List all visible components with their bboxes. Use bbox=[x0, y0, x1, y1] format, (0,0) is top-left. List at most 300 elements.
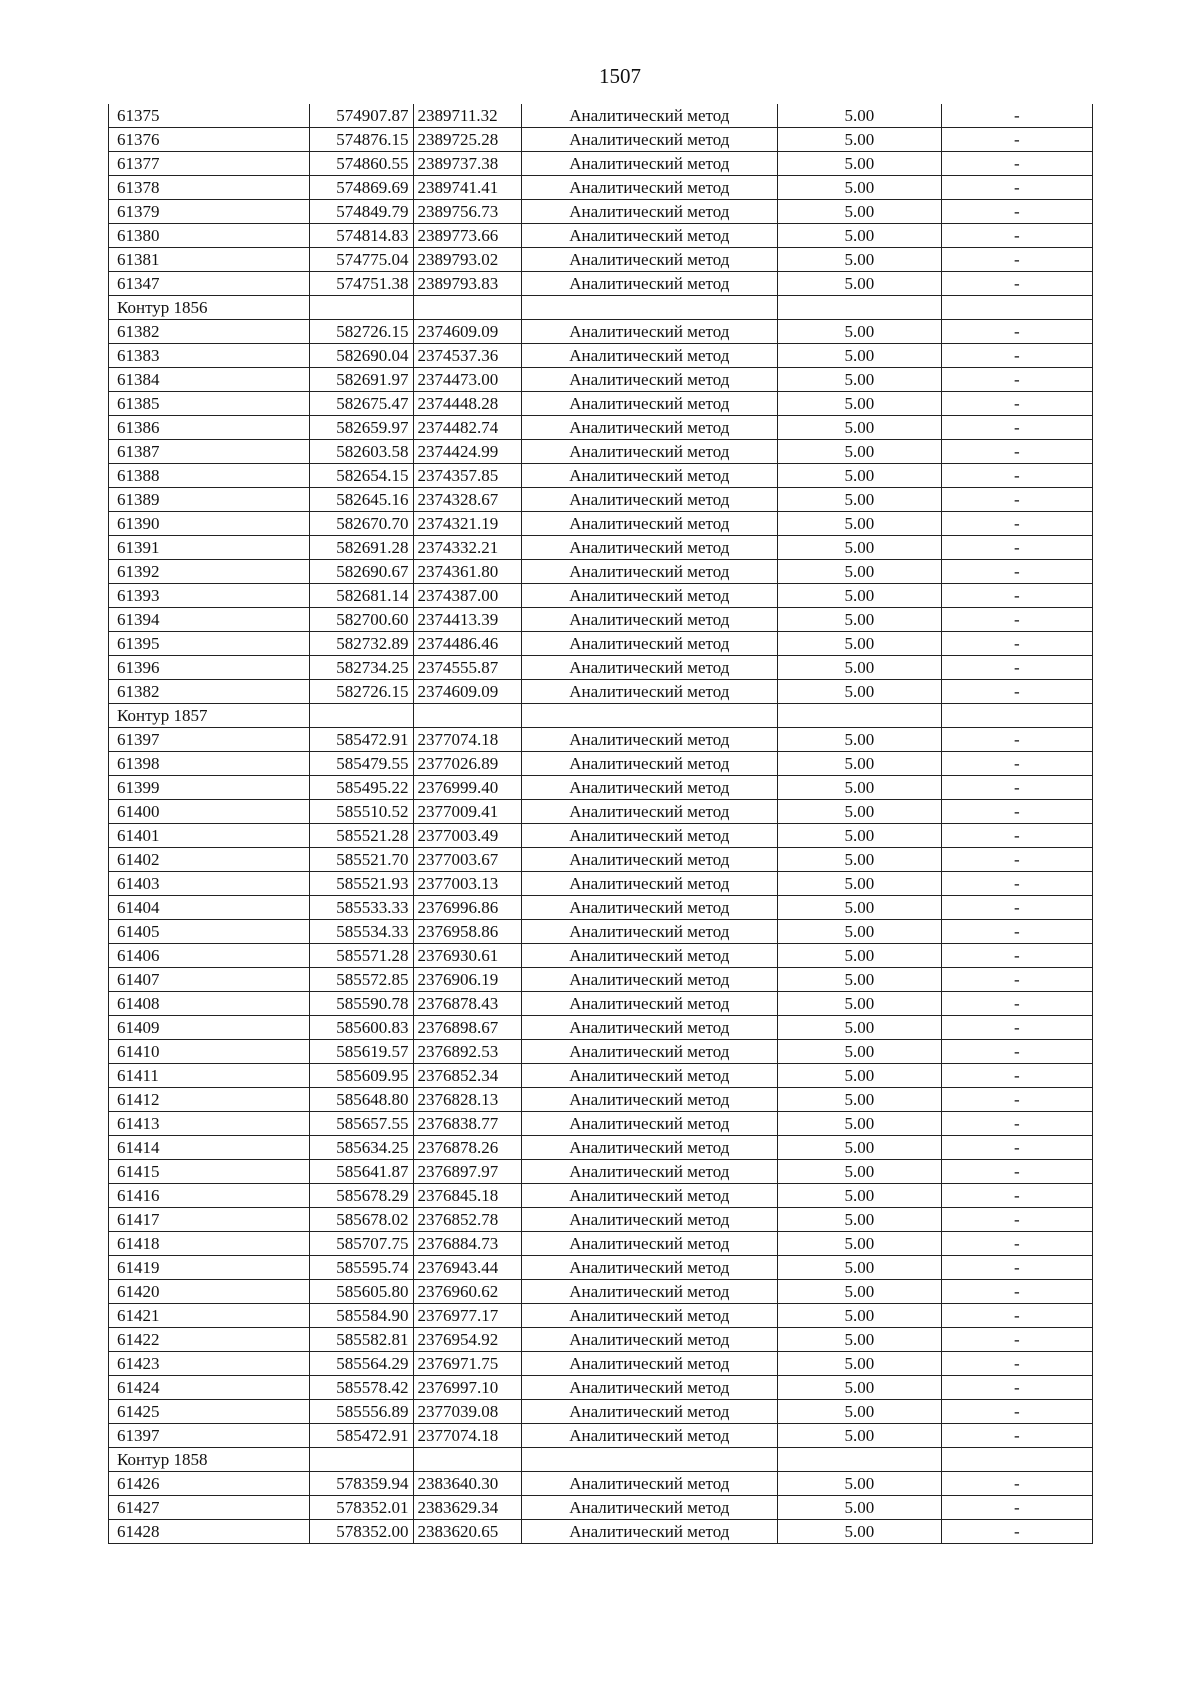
x-coordinate-cell: 585564.29 bbox=[309, 1352, 413, 1376]
x-coordinate-cell: 585648.80 bbox=[309, 1088, 413, 1112]
table-row bbox=[109, 1040, 1093, 1064]
method-cell: Аналитический метод bbox=[521, 1280, 777, 1304]
x-coordinate-cell: 585572.85 bbox=[309, 968, 413, 992]
method-cell: Аналитический метод bbox=[521, 104, 777, 128]
point-id-cell: 61399 bbox=[109, 776, 310, 800]
y-coordinate-cell: 2376906.19 bbox=[413, 968, 521, 992]
method-cell: Аналитический метод bbox=[521, 968, 777, 992]
point-id-cell: 61406 bbox=[109, 944, 310, 968]
x-coordinate-cell: 585521.93 bbox=[309, 872, 413, 896]
point-id-cell: 61382 bbox=[109, 680, 310, 704]
table-row bbox=[109, 1064, 1093, 1088]
page-number: 1507 bbox=[599, 64, 641, 88]
y-coordinate-cell: 2376884.73 bbox=[413, 1232, 521, 1256]
x-coordinate-cell: 585534.33 bbox=[309, 920, 413, 944]
table-row bbox=[109, 872, 1093, 896]
y-coordinate-cell: 2376999.40 bbox=[413, 776, 521, 800]
method-cell: Аналитический метод bbox=[521, 1112, 777, 1136]
value-cell: 5.00 bbox=[777, 104, 941, 128]
dash-cell: - bbox=[941, 416, 1092, 440]
value-cell: 5.00 bbox=[777, 776, 941, 800]
y-coordinate-cell: 2374357.85 bbox=[413, 464, 521, 488]
y-coordinate-cell: 2376971.75 bbox=[413, 1352, 521, 1376]
x-coordinate-cell: 585556.89 bbox=[309, 1400, 413, 1424]
point-id-cell: 61395 bbox=[109, 632, 310, 656]
x-coordinate-cell: 585578.42 bbox=[309, 1376, 413, 1400]
y-coordinate-cell: 2374332.21 bbox=[413, 536, 521, 560]
table-row bbox=[109, 512, 1093, 536]
table-row bbox=[109, 488, 1093, 512]
x-coordinate-cell: 585584.90 bbox=[309, 1304, 413, 1328]
x-coordinate-cell: 582726.15 bbox=[309, 320, 413, 344]
y-coordinate-cell: 2383640.30 bbox=[413, 1472, 521, 1496]
value-cell: 5.00 bbox=[777, 1184, 941, 1208]
x-coordinate-cell: 582691.97 bbox=[309, 368, 413, 392]
empty-cell bbox=[309, 296, 413, 320]
point-id-cell: 61416 bbox=[109, 1184, 310, 1208]
y-coordinate-cell: 2389741.41 bbox=[413, 176, 521, 200]
table-row bbox=[109, 584, 1093, 608]
x-coordinate-cell: 582700.60 bbox=[309, 608, 413, 632]
value-cell: 5.00 bbox=[777, 128, 941, 152]
value-cell: 5.00 bbox=[777, 920, 941, 944]
value-cell: 5.00 bbox=[777, 464, 941, 488]
value-cell: 5.00 bbox=[777, 176, 941, 200]
table-row bbox=[109, 896, 1093, 920]
table-row bbox=[109, 1400, 1093, 1424]
table-row bbox=[109, 776, 1093, 800]
x-coordinate-cell: 582690.04 bbox=[309, 344, 413, 368]
value-cell: 5.00 bbox=[777, 272, 941, 296]
value-cell: 5.00 bbox=[777, 1136, 941, 1160]
table-row bbox=[109, 1328, 1093, 1352]
value-cell: 5.00 bbox=[777, 632, 941, 656]
value-cell: 5.00 bbox=[777, 1208, 941, 1232]
table-row bbox=[109, 1208, 1093, 1232]
method-cell: Аналитический метод bbox=[521, 776, 777, 800]
y-coordinate-cell: 2376878.43 bbox=[413, 992, 521, 1016]
x-coordinate-cell: 574907.87 bbox=[309, 104, 413, 128]
table-row bbox=[109, 440, 1093, 464]
point-id-cell: 61422 bbox=[109, 1328, 310, 1352]
y-coordinate-cell: 2376852.78 bbox=[413, 1208, 521, 1232]
method-cell: Аналитический метод bbox=[521, 536, 777, 560]
point-id-cell: 61377 bbox=[109, 152, 310, 176]
x-coordinate-cell: 578352.00 bbox=[309, 1520, 413, 1544]
dash-cell: - bbox=[941, 1016, 1092, 1040]
x-coordinate-cell: 585600.83 bbox=[309, 1016, 413, 1040]
x-coordinate-cell: 582659.97 bbox=[309, 416, 413, 440]
method-cell: Аналитический метод bbox=[521, 1304, 777, 1328]
table-row bbox=[109, 128, 1093, 152]
point-id-cell: 61384 bbox=[109, 368, 310, 392]
y-coordinate-cell: 2389793.02 bbox=[413, 248, 521, 272]
point-id-cell: 61391 bbox=[109, 536, 310, 560]
y-coordinate-cell: 2374424.99 bbox=[413, 440, 521, 464]
x-coordinate-cell: 585472.91 bbox=[309, 1424, 413, 1448]
y-coordinate-cell: 2389725.28 bbox=[413, 128, 521, 152]
point-id-cell: 61412 bbox=[109, 1088, 310, 1112]
dash-cell: - bbox=[941, 440, 1092, 464]
point-id-cell: 61375 bbox=[109, 104, 310, 128]
value-cell: 5.00 bbox=[777, 512, 941, 536]
value-cell: 5.00 bbox=[777, 872, 941, 896]
coordinates-table bbox=[108, 104, 1093, 1544]
point-id-cell: 61427 bbox=[109, 1496, 310, 1520]
y-coordinate-cell: 2377039.08 bbox=[413, 1400, 521, 1424]
y-coordinate-cell: 2383620.65 bbox=[413, 1520, 521, 1544]
table-row bbox=[109, 1016, 1093, 1040]
dash-cell: - bbox=[941, 248, 1092, 272]
x-coordinate-cell: 585641.87 bbox=[309, 1160, 413, 1184]
method-cell: Аналитический метод bbox=[521, 848, 777, 872]
empty-cell bbox=[941, 296, 1092, 320]
point-id-cell: 61397 bbox=[109, 1424, 310, 1448]
y-coordinate-cell: 2376897.97 bbox=[413, 1160, 521, 1184]
x-coordinate-cell: 585472.91 bbox=[309, 728, 413, 752]
method-cell: Аналитический метод bbox=[521, 1208, 777, 1232]
point-id-cell: 61402 bbox=[109, 848, 310, 872]
x-coordinate-cell: 582670.70 bbox=[309, 512, 413, 536]
dash-cell: - bbox=[941, 1040, 1092, 1064]
method-cell: Аналитический метод bbox=[521, 920, 777, 944]
empty-cell bbox=[521, 296, 777, 320]
y-coordinate-cell: 2377026.89 bbox=[413, 752, 521, 776]
dash-cell: - bbox=[941, 1520, 1092, 1544]
value-cell: 5.00 bbox=[777, 1040, 941, 1064]
point-id-cell: 61426 bbox=[109, 1472, 310, 1496]
table-row bbox=[109, 536, 1093, 560]
value-cell: 5.00 bbox=[777, 896, 941, 920]
dash-cell: - bbox=[941, 1280, 1092, 1304]
method-cell: Аналитический метод bbox=[521, 824, 777, 848]
y-coordinate-cell: 2374361.80 bbox=[413, 560, 521, 584]
method-cell: Аналитический метод bbox=[521, 344, 777, 368]
method-cell: Аналитический метод bbox=[521, 488, 777, 512]
table-row bbox=[109, 1496, 1093, 1520]
x-coordinate-cell: 574775.04 bbox=[309, 248, 413, 272]
dash-cell: - bbox=[941, 728, 1092, 752]
table-row bbox=[109, 464, 1093, 488]
coordinates-table-body bbox=[109, 104, 1093, 1544]
table-row bbox=[109, 1424, 1093, 1448]
table-row bbox=[109, 560, 1093, 584]
x-coordinate-cell: 574869.69 bbox=[309, 176, 413, 200]
value-cell: 5.00 bbox=[777, 1112, 941, 1136]
x-coordinate-cell: 582691.28 bbox=[309, 536, 413, 560]
value-cell: 5.00 bbox=[777, 1520, 941, 1544]
y-coordinate-cell: 2376943.44 bbox=[413, 1256, 521, 1280]
point-id-cell: 61421 bbox=[109, 1304, 310, 1328]
method-cell: Аналитический метод bbox=[521, 152, 777, 176]
dash-cell: - bbox=[941, 992, 1092, 1016]
method-cell: Аналитический метод bbox=[521, 1184, 777, 1208]
dash-cell: - bbox=[941, 1256, 1092, 1280]
empty-cell bbox=[777, 704, 941, 728]
value-cell: 5.00 bbox=[777, 824, 941, 848]
dash-cell: - bbox=[941, 1064, 1092, 1088]
y-coordinate-cell: 2374328.67 bbox=[413, 488, 521, 512]
value-cell: 5.00 bbox=[777, 1400, 941, 1424]
value-cell: 5.00 bbox=[777, 608, 941, 632]
value-cell: 5.00 bbox=[777, 728, 941, 752]
x-coordinate-cell: 582732.89 bbox=[309, 632, 413, 656]
point-id-cell: 61415 bbox=[109, 1160, 310, 1184]
value-cell: 5.00 bbox=[777, 848, 941, 872]
y-coordinate-cell: 2376958.86 bbox=[413, 920, 521, 944]
y-coordinate-cell: 2374321.19 bbox=[413, 512, 521, 536]
dash-cell: - bbox=[941, 464, 1092, 488]
table-row bbox=[109, 800, 1093, 824]
table-row bbox=[109, 1232, 1093, 1256]
point-id-cell: 61379 bbox=[109, 200, 310, 224]
value-cell: 5.00 bbox=[777, 344, 941, 368]
contour-label: Контур 1858 bbox=[109, 1448, 310, 1472]
dash-cell: - bbox=[941, 224, 1092, 248]
point-id-cell: 61386 bbox=[109, 416, 310, 440]
value-cell: 5.00 bbox=[777, 560, 941, 584]
x-coordinate-cell: 585634.25 bbox=[309, 1136, 413, 1160]
dash-cell: - bbox=[941, 608, 1092, 632]
method-cell: Аналитический метод bbox=[521, 1472, 777, 1496]
point-id-cell: 61404 bbox=[109, 896, 310, 920]
value-cell: 5.00 bbox=[777, 1328, 941, 1352]
value-cell: 5.00 bbox=[777, 968, 941, 992]
y-coordinate-cell: 2376852.34 bbox=[413, 1064, 521, 1088]
x-coordinate-cell: 585707.75 bbox=[309, 1232, 413, 1256]
x-coordinate-cell: 574814.83 bbox=[309, 224, 413, 248]
dash-cell: - bbox=[941, 176, 1092, 200]
value-cell: 5.00 bbox=[777, 752, 941, 776]
point-id-cell: 61347 bbox=[109, 272, 310, 296]
value-cell: 5.00 bbox=[777, 1160, 941, 1184]
dash-cell: - bbox=[941, 512, 1092, 536]
dash-cell: - bbox=[941, 680, 1092, 704]
y-coordinate-cell: 2377074.18 bbox=[413, 1424, 521, 1448]
y-coordinate-cell: 2374413.39 bbox=[413, 608, 521, 632]
contour-header-row bbox=[109, 1448, 1093, 1472]
x-coordinate-cell: 585521.70 bbox=[309, 848, 413, 872]
y-coordinate-cell: 2374609.09 bbox=[413, 680, 521, 704]
table-row bbox=[109, 392, 1093, 416]
table-row bbox=[109, 1184, 1093, 1208]
y-coordinate-cell: 2374448.28 bbox=[413, 392, 521, 416]
point-id-cell: 61400 bbox=[109, 800, 310, 824]
point-id-cell: 61378 bbox=[109, 176, 310, 200]
method-cell: Аналитический метод bbox=[521, 1256, 777, 1280]
method-cell: Аналитический метод bbox=[521, 680, 777, 704]
point-id-cell: 61407 bbox=[109, 968, 310, 992]
dash-cell: - bbox=[941, 1112, 1092, 1136]
dash-cell: - bbox=[941, 488, 1092, 512]
y-coordinate-cell: 2389793.83 bbox=[413, 272, 521, 296]
y-coordinate-cell: 2389773.66 bbox=[413, 224, 521, 248]
table-row bbox=[109, 176, 1093, 200]
x-coordinate-cell: 585510.52 bbox=[309, 800, 413, 824]
y-coordinate-cell: 2383629.34 bbox=[413, 1496, 521, 1520]
method-cell: Аналитический метод bbox=[521, 1400, 777, 1424]
x-coordinate-cell: 578359.94 bbox=[309, 1472, 413, 1496]
point-id-cell: 61381 bbox=[109, 248, 310, 272]
y-coordinate-cell: 2376996.86 bbox=[413, 896, 521, 920]
method-cell: Аналитический метод bbox=[521, 800, 777, 824]
method-cell: Аналитический метод bbox=[521, 1136, 777, 1160]
value-cell: 5.00 bbox=[777, 992, 941, 1016]
point-id-cell: 61423 bbox=[109, 1352, 310, 1376]
table-row bbox=[109, 1136, 1093, 1160]
point-id-cell: 61393 bbox=[109, 584, 310, 608]
dash-cell: - bbox=[941, 392, 1092, 416]
method-cell: Аналитический метод bbox=[521, 944, 777, 968]
method-cell: Аналитический метод bbox=[521, 992, 777, 1016]
y-coordinate-cell: 2374537.36 bbox=[413, 344, 521, 368]
point-id-cell: 61396 bbox=[109, 656, 310, 680]
empty-cell bbox=[521, 1448, 777, 1472]
method-cell: Аналитический метод bbox=[521, 656, 777, 680]
dash-cell: - bbox=[941, 1304, 1092, 1328]
y-coordinate-cell: 2376954.92 bbox=[413, 1328, 521, 1352]
x-coordinate-cell: 585678.02 bbox=[309, 1208, 413, 1232]
x-coordinate-cell: 582734.25 bbox=[309, 656, 413, 680]
y-coordinate-cell: 2374473.00 bbox=[413, 368, 521, 392]
y-coordinate-cell: 2374555.87 bbox=[413, 656, 521, 680]
y-coordinate-cell: 2376977.17 bbox=[413, 1304, 521, 1328]
dash-cell: - bbox=[941, 800, 1092, 824]
point-id-cell: 61394 bbox=[109, 608, 310, 632]
method-cell: Аналитический метод bbox=[521, 560, 777, 584]
method-cell: Аналитический метод bbox=[521, 1160, 777, 1184]
table-row bbox=[109, 368, 1093, 392]
point-id-cell: 61405 bbox=[109, 920, 310, 944]
y-coordinate-cell: 2376892.53 bbox=[413, 1040, 521, 1064]
point-id-cell: 61418 bbox=[109, 1232, 310, 1256]
table-row bbox=[109, 968, 1093, 992]
dash-cell: - bbox=[941, 272, 1092, 296]
x-coordinate-cell: 582681.14 bbox=[309, 584, 413, 608]
table-row bbox=[109, 1472, 1093, 1496]
y-coordinate-cell: 2377003.49 bbox=[413, 824, 521, 848]
table-row bbox=[109, 656, 1093, 680]
value-cell: 5.00 bbox=[777, 248, 941, 272]
dash-cell: - bbox=[941, 776, 1092, 800]
table-row bbox=[109, 752, 1093, 776]
method-cell: Аналитический метод bbox=[521, 512, 777, 536]
y-coordinate-cell: 2376960.62 bbox=[413, 1280, 521, 1304]
dash-cell: - bbox=[941, 1136, 1092, 1160]
dash-cell: - bbox=[941, 896, 1092, 920]
value-cell: 5.00 bbox=[777, 1496, 941, 1520]
method-cell: Аналитический метод bbox=[521, 200, 777, 224]
dash-cell: - bbox=[941, 1184, 1092, 1208]
dash-cell: - bbox=[941, 1088, 1092, 1112]
y-coordinate-cell: 2376930.61 bbox=[413, 944, 521, 968]
point-id-cell: 61403 bbox=[109, 872, 310, 896]
method-cell: Аналитический метод bbox=[521, 368, 777, 392]
point-id-cell: 61376 bbox=[109, 128, 310, 152]
table-row bbox=[109, 224, 1093, 248]
dash-cell: - bbox=[941, 104, 1092, 128]
dash-cell: - bbox=[941, 1472, 1092, 1496]
empty-cell bbox=[413, 704, 521, 728]
point-id-cell: 61390 bbox=[109, 512, 310, 536]
value-cell: 5.00 bbox=[777, 800, 941, 824]
dash-cell: - bbox=[941, 1160, 1092, 1184]
point-id-cell: 61382 bbox=[109, 320, 310, 344]
dash-cell: - bbox=[941, 368, 1092, 392]
contour-label: Контур 1857 bbox=[109, 704, 310, 728]
dash-cell: - bbox=[941, 1376, 1092, 1400]
y-coordinate-cell: 2376898.67 bbox=[413, 1016, 521, 1040]
x-coordinate-cell: 585533.33 bbox=[309, 896, 413, 920]
y-coordinate-cell: 2377009.41 bbox=[413, 800, 521, 824]
x-coordinate-cell: 574876.15 bbox=[309, 128, 413, 152]
method-cell: Аналитический метод bbox=[521, 1424, 777, 1448]
dash-cell: - bbox=[941, 752, 1092, 776]
empty-cell bbox=[309, 1448, 413, 1472]
method-cell: Аналитический метод bbox=[521, 1016, 777, 1040]
dash-cell: - bbox=[941, 656, 1092, 680]
table-row bbox=[109, 344, 1093, 368]
empty-cell bbox=[413, 1448, 521, 1472]
point-id-cell: 61411 bbox=[109, 1064, 310, 1088]
value-cell: 5.00 bbox=[777, 680, 941, 704]
value-cell: 5.00 bbox=[777, 1472, 941, 1496]
value-cell: 5.00 bbox=[777, 1280, 941, 1304]
value-cell: 5.00 bbox=[777, 200, 941, 224]
x-coordinate-cell: 585571.28 bbox=[309, 944, 413, 968]
method-cell: Аналитический метод bbox=[521, 896, 777, 920]
value-cell: 5.00 bbox=[777, 1424, 941, 1448]
empty-cell bbox=[309, 704, 413, 728]
value-cell: 5.00 bbox=[777, 944, 941, 968]
table-row bbox=[109, 200, 1093, 224]
x-coordinate-cell: 585479.55 bbox=[309, 752, 413, 776]
x-coordinate-cell: 585590.78 bbox=[309, 992, 413, 1016]
value-cell: 5.00 bbox=[777, 584, 941, 608]
point-id-cell: 61387 bbox=[109, 440, 310, 464]
point-id-cell: 61420 bbox=[109, 1280, 310, 1304]
x-coordinate-cell: 585609.95 bbox=[309, 1064, 413, 1088]
table-row bbox=[109, 320, 1093, 344]
dash-cell: - bbox=[941, 1232, 1092, 1256]
method-cell: Аналитический метод bbox=[521, 872, 777, 896]
table-row bbox=[109, 944, 1093, 968]
x-coordinate-cell: 582603.58 bbox=[309, 440, 413, 464]
point-id-cell: 61380 bbox=[109, 224, 310, 248]
x-coordinate-cell: 585605.80 bbox=[309, 1280, 413, 1304]
y-coordinate-cell: 2376997.10 bbox=[413, 1376, 521, 1400]
dash-cell: - bbox=[941, 584, 1092, 608]
x-coordinate-cell: 585495.22 bbox=[309, 776, 413, 800]
point-id-cell: 61383 bbox=[109, 344, 310, 368]
dash-cell: - bbox=[941, 344, 1092, 368]
method-cell: Аналитический метод bbox=[521, 1064, 777, 1088]
empty-cell bbox=[521, 704, 777, 728]
method-cell: Аналитический метод bbox=[521, 464, 777, 488]
dash-cell: - bbox=[941, 1208, 1092, 1232]
x-coordinate-cell: 574849.79 bbox=[309, 200, 413, 224]
y-coordinate-cell: 2389711.32 bbox=[413, 104, 521, 128]
table-row bbox=[109, 608, 1093, 632]
empty-cell bbox=[413, 296, 521, 320]
value-cell: 5.00 bbox=[777, 224, 941, 248]
point-id-cell: 61425 bbox=[109, 1400, 310, 1424]
y-coordinate-cell: 2376838.77 bbox=[413, 1112, 521, 1136]
table-row bbox=[109, 920, 1093, 944]
y-coordinate-cell: 2377074.18 bbox=[413, 728, 521, 752]
dash-cell: - bbox=[941, 1400, 1092, 1424]
method-cell: Аналитический метод bbox=[521, 440, 777, 464]
